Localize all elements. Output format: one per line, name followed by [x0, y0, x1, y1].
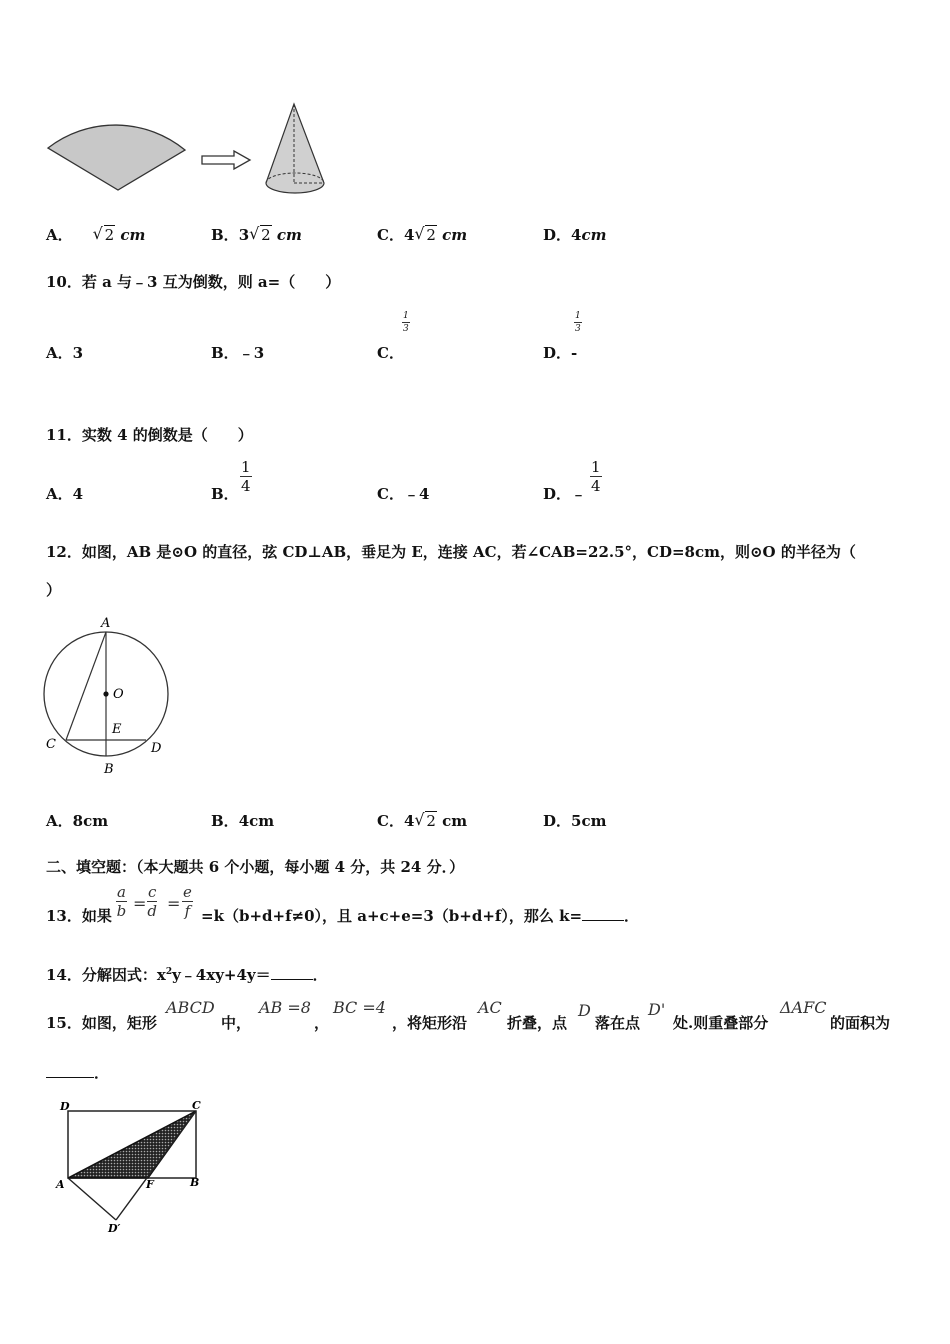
- label-o: O: [113, 687, 124, 702]
- q15-math-d: D: [578, 1001, 591, 1020]
- q11-option-d-fraction: $\frac{1}{4}$: [591, 458, 601, 495]
- q9-option-c: C．4 √ 2 cm: [377, 224, 468, 244]
- label-b: B: [104, 762, 114, 777]
- q15-text-5: 折叠，点: [507, 1014, 568, 1032]
- rectangle-fold-figure: [50, 1096, 220, 1236]
- q9-option-d: D．4cm: [543, 226, 607, 244]
- q15-text-3: ，: [314, 1014, 330, 1032]
- q13-eq-1: =: [133, 894, 147, 913]
- q12-option-a: A．8cm: [46, 812, 109, 830]
- q15-text-4: ，将矩形沿: [392, 1014, 468, 1032]
- q13-fraction-cd: $\frac{c}{d}$: [147, 883, 157, 920]
- label-a: A: [56, 1178, 65, 1191]
- q15-math-dprime: D': [648, 1000, 666, 1019]
- q14-answer-blank[interactable]: [271, 979, 313, 980]
- q12-stem-line2: ）: [46, 581, 62, 599]
- q13-suffix: =k（b+d+f≠0），且 a+c+e=3（b+d+f），那么 k= ．: [201, 907, 640, 925]
- q11-stem: 11．实数 4 的倒数是（ ）: [46, 426, 253, 444]
- q11-option-b: B．: [211, 485, 239, 503]
- label-d: D: [151, 741, 162, 756]
- arrow-icon: [202, 151, 250, 169]
- q10-option-a: A．3: [46, 344, 84, 362]
- section-2-heading: 二、填空题：（本大题共 6 个小题，每小题 4 分，共 24 分．）: [46, 858, 465, 876]
- q15-text-6: 落在点: [595, 1014, 641, 1032]
- label-b: B: [190, 1176, 200, 1189]
- q15-math-bc: BC =4: [333, 998, 386, 1017]
- q12-option-d: D．5cm: [543, 812, 607, 830]
- q12-stem-line1: 12．如图，AB 是⊙O 的直径，弦 CD⊥AB，垂足为 E，连接 AC，若∠CAB=22.5°，CD=8cm，则⊙O 的半径为（: [46, 543, 856, 561]
- q13-prefix: 13．如果: [46, 907, 112, 925]
- q15-math-ab: AB =8: [259, 998, 311, 1017]
- overlap-triangle: [68, 1111, 196, 1178]
- label-c: C: [46, 737, 56, 752]
- q13-fraction-ef: $\frac{e}{f}$: [183, 883, 192, 920]
- q9-option-a: A． √ 2 cm: [46, 224, 146, 244]
- q10-option-d-fraction: $\frac{1}{3}$: [575, 311, 581, 334]
- label-e: E: [112, 722, 122, 737]
- q11-option-a: A．4: [46, 485, 84, 503]
- q13-eq-2: =: [167, 894, 181, 913]
- q10-option-b: B．﹣3: [211, 344, 265, 362]
- q15-text-7: 处.则重叠部分: [673, 1014, 769, 1032]
- q9-option-b: B．3 √ 2 cm: [211, 224, 302, 244]
- q12-option-b: B．4cm: [211, 812, 275, 830]
- q12-option-c: C．4 √ 2 cm: [377, 810, 468, 830]
- label-c: C: [192, 1099, 201, 1112]
- q11-option-b-fraction: $\frac{1}{4}$: [241, 458, 251, 495]
- q10-option-d: D．-: [543, 344, 578, 362]
- q15-answer-blank[interactable]: [46, 1077, 94, 1078]
- label-f: F: [146, 1178, 154, 1191]
- q15-answer-line: ．: [46, 1062, 109, 1083]
- label-a: A: [101, 616, 111, 631]
- q13-answer-blank[interactable]: [582, 920, 624, 921]
- q11-option-c: C．﹣4: [377, 485, 430, 503]
- q15-math-ac: AC: [478, 998, 502, 1017]
- label-dprime: D′: [108, 1222, 121, 1235]
- label-d: D: [60, 1100, 70, 1113]
- q15-math-afc: ΔAFC: [780, 998, 827, 1017]
- sector-cone-figure: [44, 98, 344, 200]
- q15-text-1: 15．如图，矩形: [46, 1014, 157, 1032]
- q15-text-2: 中，: [221, 1014, 252, 1032]
- q10-option-c: C．: [377, 344, 404, 362]
- q14-stem: 14．分解因式：$x^2y﹣4xy+4y=$ ．: [46, 966, 328, 984]
- cone-shape: [266, 104, 324, 193]
- q15-math-abcd: ABCD: [166, 998, 215, 1017]
- q10-stem: 10．若 a 与﹣3 互为倒数，则 a=（ ）: [46, 273, 341, 291]
- q10-option-c-fraction: $\frac{1}{3}$: [403, 311, 409, 334]
- sector-shape: [48, 125, 185, 190]
- circle-figure: [40, 614, 175, 780]
- q15-text-8: 的面积为: [830, 1014, 891, 1032]
- q11-option-d: D．﹣: [543, 485, 587, 503]
- q13-fraction-ab: $\frac{a}{b}$: [116, 883, 127, 920]
